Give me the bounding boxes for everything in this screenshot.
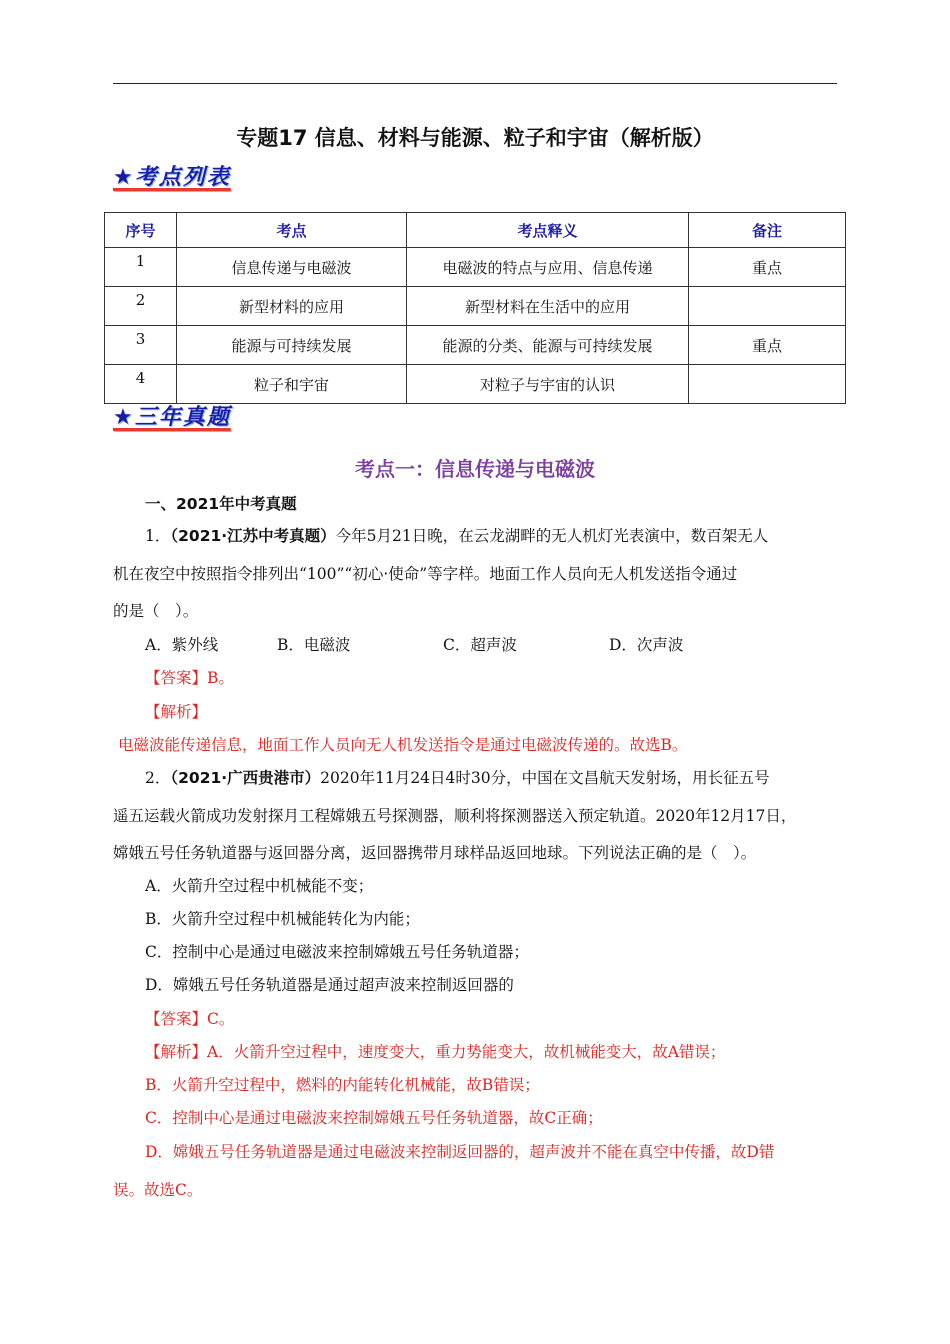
q2-source: （2021·广西贵港市） [170,769,321,787]
q1-analysis: 电磁波能传递信息，地面工作人员向无人机发送指令是通过电磁波传递的。故选B。 [118,736,688,754]
q1-option-b: B．电磁波 [277,636,351,654]
section-title: 考点一：信息传递与电磁波 [355,457,595,481]
q1-answer: 【答案】B。 [145,669,234,687]
q2-analysis-label: 【解析】 [145,1043,208,1061]
q1-options [145,635,875,655]
q1-analysis-label: 【解析】 [145,703,208,721]
table-cell [689,365,846,404]
table-cell: 对粒子与宇宙的认识 [407,365,689,404]
q1-line2: 机在夜空中按照指令排列出“100”“初心·使命”等字样。地面工作人员向无人机发送指令通过 [113,565,738,583]
table-cell: 重点 [689,248,846,287]
q2-line3: 嫦娥五号任务轨道器与返回器分离，返回器携带月球样品返回地球。下列说法正确的是（ ）。 [113,844,757,862]
q1-option-a: A．紫外线 [145,636,219,654]
header-cell: 备注 [689,213,846,248]
q1-option-d: D．次声波 [609,636,684,654]
q2-analysis-line5: 误。故选C。 [113,1181,203,1199]
q2-option-d: D．嫦娥五号任务轨道器是通过超声波来控制返回器的 [145,976,514,994]
q1-number: 1． [145,527,171,545]
q2-analysis-line3: C．控制中心是通过电磁波来控制嫦娥五号任务轨道器，故C正确； [145,1109,603,1127]
q1-line3: 的是（ ）。 [113,602,199,620]
table-row [105,365,846,404]
table-cell: 能源的分类、能源与可持续发展 [407,326,689,365]
q2-line1 [145,768,875,788]
table-cell: 新型材料在生活中的应用 [407,287,689,326]
table-cell: 3 [105,326,177,365]
table-row [105,248,846,287]
table-cell: 粒子和宇宙 [177,365,407,404]
table-cell: 1 [105,248,177,287]
q2-answer: 【答案】C。 [145,1010,235,1028]
key-points-table [104,212,846,404]
table-cell: 信息传递与电磁波 [177,248,407,287]
table-cell [689,287,846,326]
banner-key-points: ★考点列表 [113,165,231,190]
table-cell: 电磁波的特点与应用、信息传递 [407,248,689,287]
table-cell: 新型材料的应用 [177,287,407,326]
q2-analysis-line1 [145,1042,875,1062]
table-cell: 重点 [689,326,846,365]
q2-option-b: B．火箭升空过程中机械能转化为内能； [145,910,420,928]
q2-option-a: A．火箭升空过程中机械能不变； [145,877,374,895]
subheading: 一、2021年中考真题 [145,495,297,513]
banner-three-years: ★三年真题 [113,405,231,430]
q2-option-c: C．控制中心是通过电磁波来控制嫦娥五号任务轨道器； [145,943,529,961]
q2-analysis-line4: D．嫦娥五号任务轨道器是通过电磁波来控制返回器的，超声波并不能在真空中传播，故D错 [145,1143,775,1161]
q2-text: 2020年11月24日4时30分，中国在文昌航天发射场，用长征五号 [320,769,770,787]
q2-number: 2． [145,769,171,787]
table-row [105,287,846,326]
q2-analysis-text: A．火箭升空过程中，速度变大，重力势能变大，故机械能变大，故A错误； [207,1043,726,1061]
q1-source: （2021·江苏中考真题） [170,527,336,545]
table-header-row [105,213,846,248]
q2-analysis-line2: B．火箭升空过程中，燃料的内能转化机械能，故B错误； [145,1076,540,1094]
table-cell: 能源与可持续发展 [177,326,407,365]
q2-line2: 遥五运载火箭成功发射探月工程嫦娥五号探测器，顺利将探测器送入预定轨道。2020年12月17日， [113,807,797,825]
header-cell: 考点 [177,213,407,248]
header-rule [113,83,837,84]
q1-text: 今年5月21日晚，在云龙湖畔的无人机灯光表演中，数百架无人 [335,527,769,545]
q1-line1 [145,526,875,546]
header-cell: 序号 [105,213,177,248]
table-cell: 4 [105,365,177,404]
table-row [105,326,846,365]
table-cell: 2 [105,287,177,326]
q1-option-c: C．超声波 [443,636,517,654]
header-cell: 考点释义 [407,213,689,248]
page-title: 专题17 信息、材料与能源、粒子和宇宙（解析版） [236,126,714,150]
